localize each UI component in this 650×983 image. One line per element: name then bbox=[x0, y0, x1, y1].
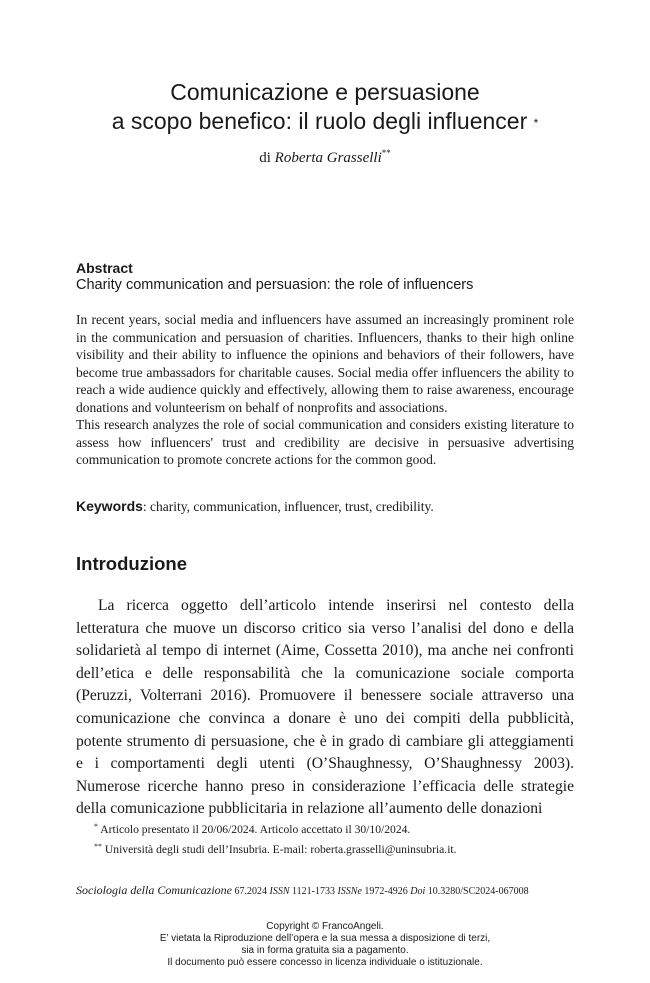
article-title-line-2 bbox=[0, 107, 650, 136]
issn-value: 1121-1733 bbox=[291, 886, 335, 897]
keywords-list: : charity, communication, influencer, trust, credibility. bbox=[142, 499, 434, 514]
title-footnote-mark: * bbox=[533, 116, 539, 130]
copyright-line-2: E’ vietata la Riproduzione dell’opera e la sua messa a disposizione di terzi, bbox=[159, 933, 491, 944]
issne-label: ISSNe bbox=[337, 886, 362, 897]
footnote-2 bbox=[94, 843, 457, 856]
introduction-paragraph: La ricerca oggetto dell’articolo intende inserirsi nel contesto della letteratura che muove un discorso critico sia verso l’analisi del dono e della solidarietà al tempo di internet (Aime, Cossetta 2010), ma anche nei confronti dell’etica e delle responsabilità che la comunicazione sociale comporta (Peruzzi, Volterrani 2016). Promuovere il benessere sociale attraverso una comunicazione che convinca a donare è uno dei compiti della pubblicità, potente strumento di persuasione, che è in grado di cambiare gli atteggiamenti e i comportamenti degli utenti (O’Shaughnessy, O’Shaughnessy 2003). Numerose ricerche hanno preso in considerazione l’efficacia delle strategie della comunicazione pubblicitaria in relazione all’aumento delle donazioni bbox=[76, 597, 574, 818]
keywords-label: Keywords bbox=[76, 498, 143, 514]
journal-citation bbox=[76, 883, 596, 898]
footnote-2-text: Università degli studi dell’Insubria. E-mail: roberta.grasselli@uninsubria.it. bbox=[104, 843, 457, 856]
keywords bbox=[76, 498, 574, 515]
introduction-heading: Introduzione bbox=[76, 553, 187, 574]
footnote-2-mark: ** bbox=[94, 842, 102, 851]
footnote-1-text: Articolo presentato il 20/06/2024. Articolo accettato il 30/10/2024. bbox=[100, 823, 411, 836]
author-name: Roberta Grasselli bbox=[274, 150, 382, 166]
byline-prefix: di bbox=[259, 150, 271, 166]
issne-value: 1972-4926 bbox=[364, 886, 408, 897]
copyright-line-1: Copyright © FrancoAngeli. bbox=[266, 921, 384, 932]
doi-label: Doi bbox=[410, 886, 426, 897]
journal-name: Sociologia della Comunicazione bbox=[76, 883, 232, 897]
byline bbox=[0, 150, 650, 167]
abstract-paragraph-2: This research analyzes the role of social communication and considers existing literature to assess how influencers' trust and credibility are decisive in persuasive advertising communication to promote concrete actions for the common good. bbox=[76, 417, 574, 467]
issn-label: ISSN bbox=[269, 886, 290, 897]
copyright-notice bbox=[0, 921, 650, 969]
doi-value: 10.3280/SC2024-067008 bbox=[427, 886, 529, 897]
author-footnote-mark: ** bbox=[381, 148, 391, 158]
introduction-body bbox=[76, 595, 574, 821]
abstract-subtitle: Charity communication and persuasion: the role of influencers bbox=[76, 277, 474, 293]
article-title-line-1: Comunicazione e persuasione bbox=[170, 79, 480, 105]
article-title-text: a scopo benefico: il ruolo degli influencer bbox=[111, 108, 528, 134]
footnote-1 bbox=[94, 823, 410, 836]
journal-issue: 67.2024 bbox=[234, 886, 267, 897]
copyright-line-4: Il documento può essere concesso in licenza individuale o istituzionale. bbox=[167, 957, 483, 968]
abstract-paragraph-1: In recent years, social media and influencers have assumed an increasingly prominent role in the communication and persuasion of charities. Influencers, thanks to their high online visibility and their ability to influence the opinions and behaviors of their followers, have become true ambassadors for charitable causes. Social media offer influencers the ability to reach a wide audience quickly and effectively, allowing them to raise awareness, encourage donations and volunteerism on behalf of nonprofits and associations. bbox=[76, 312, 574, 415]
abstract-heading: Abstract bbox=[76, 260, 133, 276]
footnote-1-mark: * bbox=[94, 822, 98, 831]
copyright-line-3: sia in forma gratuita sia a pagamento. bbox=[241, 945, 409, 956]
abstract-body bbox=[76, 311, 574, 469]
